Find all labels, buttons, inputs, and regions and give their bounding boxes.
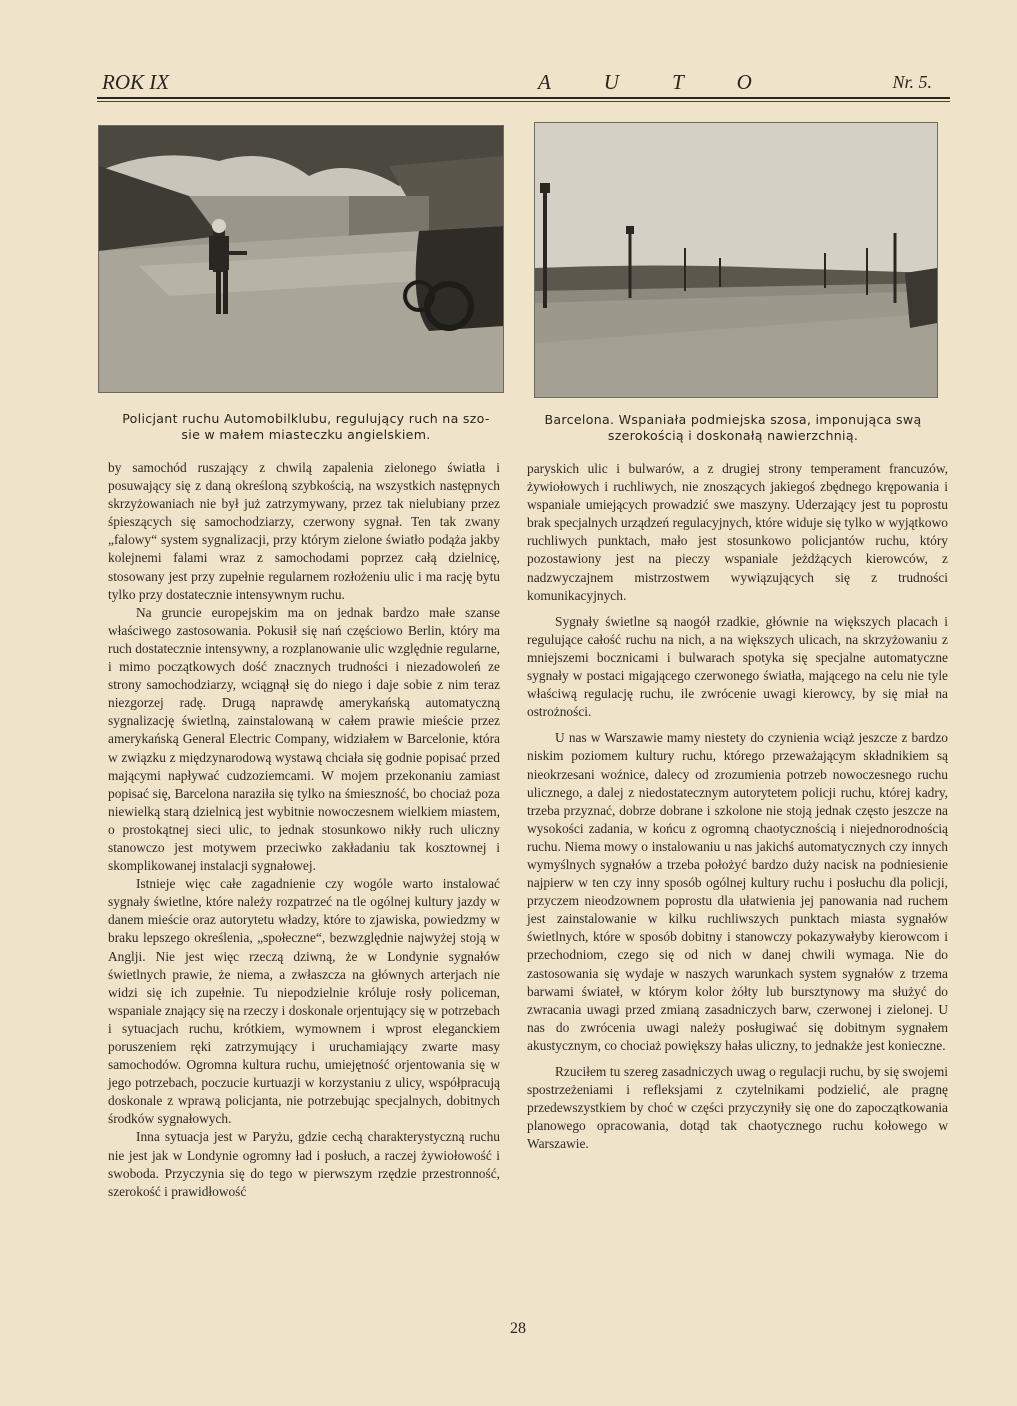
header-rule-thin <box>97 101 950 102</box>
magazine-title: A U T O <box>538 70 776 94</box>
photo-policeman <box>98 125 504 393</box>
photo-caption <box>100 411 512 443</box>
page-number: 28 <box>510 1320 526 1337</box>
caption-line: Policjant ruchu Automobilklubu, regulujący ruch na szo- <box>122 411 490 426</box>
text-column-left <box>108 459 500 1201</box>
paragraph: Sygnały świetlne są naogół rzadkie, głównie na większych placach i regulujące całość ruchu na nich, a na większych ulicach, na skrzyżowaniu z mniejszemi bocznicami i bulwarach spotyka się specjalne automatyczne sygnały w postaci migającego czerwonego światła, mającego na celu nie tyle właściwą regulację ruchu, ile zwrócenie uwagi kierowcy, by się miał na ostrożności. <box>527 613 948 720</box>
volume-label: ROK IX <box>102 70 170 94</box>
caption-line: Barcelona. Wspaniała podmiejska szosa, imponująca swą <box>544 412 922 427</box>
photo-caption <box>528 412 938 444</box>
text-column-right <box>527 460 948 1153</box>
paragraph: Istnieje więc całe zagadnienie czy wogóle warto instalować sygnały świetlne, które należy rozpatrzeć na tle ogólnej kultury jazdy w danem mieście oraz autorytetu władzy, które to zjawiska, powiedzmy w braku lepszego określenia, „społeczne“, bezwzględnie najwyżej stoją w Anglji. Nie jest więc rzeczą dziwną, że w Londynie sygnałów świetlnych prawie, że niema, a zwłaszcza na głównych arterjach nie widzi się ich zupełnie. Tu niepodzielnie króluje rosły policeman, wspaniale znający się na rzeczy i doskonale orjentujący się w potrzebach i sytuacjach ruchu, krótkiem, wymownem i wprost eleganckiem poruszeniem ręki zatrzymujący i uruchamiający zwarte masy samochodów. Ogromna kultura ruchu, umiejętność orjentowania się w jego potrzebach, poczucie kurtuazji w korzystaniu z ulicy, współpracują doskonale z wprawą policjanta, nie potrzebując specjalnych, dobitnych środków sygnałowych. <box>108 876 500 1127</box>
header-rule <box>97 97 950 99</box>
caption-line: sie w małem miasteczku angielskiem. <box>181 427 431 442</box>
paragraph: Rzuciłem tu szereg zasadniczych uwag o regulacji ruchu, by się swojemi spostrzeżeniami i refleksjami z czytelnikami podzielić, ale pragnę przedewszystkiem by choć w części przyczyniły się one do zapoczątkowania planowego opracowania, dotąd tak chaotycznego ruchu kołowego w Warszawie. <box>527 1064 948 1152</box>
paragraph: Na gruncie europejskim ma on jednak bardzo małe szanse właściwego zastosowania. Pokusił się nań częściowo Berlin, który ma ruch dostatecznie intensywny, a rozplanowanie ulic względnie regularne, i mimo początkowych dość znacznych trudności i niezadowoleń ze strony samochodziarzy, wciągnął się do niego i daje sobie z nim teraz niezgorzej radę. Drugą naprawdę amerykańską automatyczną sygnalizację świetlną, zainstalowaną w całem prawie mieście przez amerykańską General Electric Company, widziałem w Barcelonie, która w związku z międzynarodową wystawą chciała się godnie popisać przed mającymi napływać cudzoziemcami. W mojem przekonaniu zamiast popisać się, Barcelona naraziła się tylko na śmieszność, bo chociaż poza niewielką starą dzielnicą jest wybitnie nowoczesnem wielkiem miastem, o prostokątnej sieci ulic, to jednak stosunkowo nikły ruch uliczny stanowczo jest motywem przeciwko zakładaniu tak kosztownej i skomplikowanej instalacji sygnałowej. <box>108 604 500 874</box>
paragraph: U nas w Warszawie mamy niestety do czynienia wciąż jeszcze z bardzo niskim poziomem kultury ruchu, którego przeważającym składnikiem są nieokrzesani woźnice, dalecy od zrozumienia potrzeb nowoczesnego ruchu ulicznego, a dalej z niedostatecznym autorytetem policji ruchu, której kadry, trzeba przyznać, dobrze dobrane i szkolone nie stoją jednak często jeszcze na wysokości zadania, w końcu z ogromną chaotycznością i niejednorodnością ruchu. Niema mowy o instalowaniu u nas jakichś automatycznych czy innych wymyślnych sygnałów a trzeba położyć bardzo duży nacisk na podniesienie najpierw w ten czy inny sposób ogólnej kultury ruchu i posłuchu dla policji, przyczem nieodzownem poprostu dla ułatwienia jej panowania nad ruchem jest zainstalowanie w kilku ruchliwszych punktach miasta sygnałów świetlnych, które w sposób dobitny i stanowczy pokazywałyby kierowcom i przechodniom, czego się od nich w danej chwili wymaga. Nie do zastosowania się wydaje w naszych warunkach system sygnałów z trzema barwami świateł, w którym kolor żółty lub bursztynowy ma służyć do zwracania uwagi przed zmianą zasadniczych barw, czerwonej i zielonej. U nas do zwrócenia uwagi należy posługiwać się dobitnym sygnałem akustycznym, co chociaż powiększy hałas uliczny, to jednakże jest konieczne. <box>527 730 948 1053</box>
paragraph: Inna sytuacja jest w Paryżu, gdzie cechą charakterystyczną ruchu nie jest jak w Londynie ogromny ład i posłuch, a raczej żywiołowość i swoboda. Przyczynia się do tego w pierwszym rzędzie przestronność, szerokość i prawidłowość <box>108 1129 500 1199</box>
running-header <box>100 70 950 96</box>
issue-number: Nr. 5. <box>892 72 932 92</box>
paragraph: by samochód ruszający z chwilą zapalenia zielonego światła i posuwający się z daną określoną szybkością, na wszystkich następnych skrzyżowaniach nie był już zatrzymywany, przez tak nielubiany przez śpieszących się samochodziarzy, czerwony sygnał. Ten tak zwany „falowy“ system sygnalizacji, przy którym zielone światło podąża jakby kolejnemi falami wraz z samochodami poprzez całą dzielnicę, stosowany jest przy zupełnie regularnem rozłożeniu ulic i ma rację bytu tylko przy dostatecznie intensywnym ruchu. <box>108 460 500 602</box>
paragraph: paryskich ulic i bulwarów, a z drugiej strony temperament francuzów, żywiołowych i ruchliwych, nie znoszących jakiegoś zbędnego krępowania i wspaniale umiejących prowadzić swe maszyny. Uderzający jest tu poprostu brak specjalnych urządzeń regulacyjnych, które widuje się tylko w wyjątkowo ruchliwych punktach, mało jest stosunkowo policjantów ruchu, który pozostawiony jest na pieczy wspaniale jeżdżących kierowców, z nadzwyczajnem mistrzostwem wywiązujących się z trudności komunikacyjnych. <box>527 461 948 603</box>
caption-line: szerokością i doskonałą nawierzchnią. <box>607 428 859 443</box>
photo-barcelona-boulevard <box>534 122 938 398</box>
